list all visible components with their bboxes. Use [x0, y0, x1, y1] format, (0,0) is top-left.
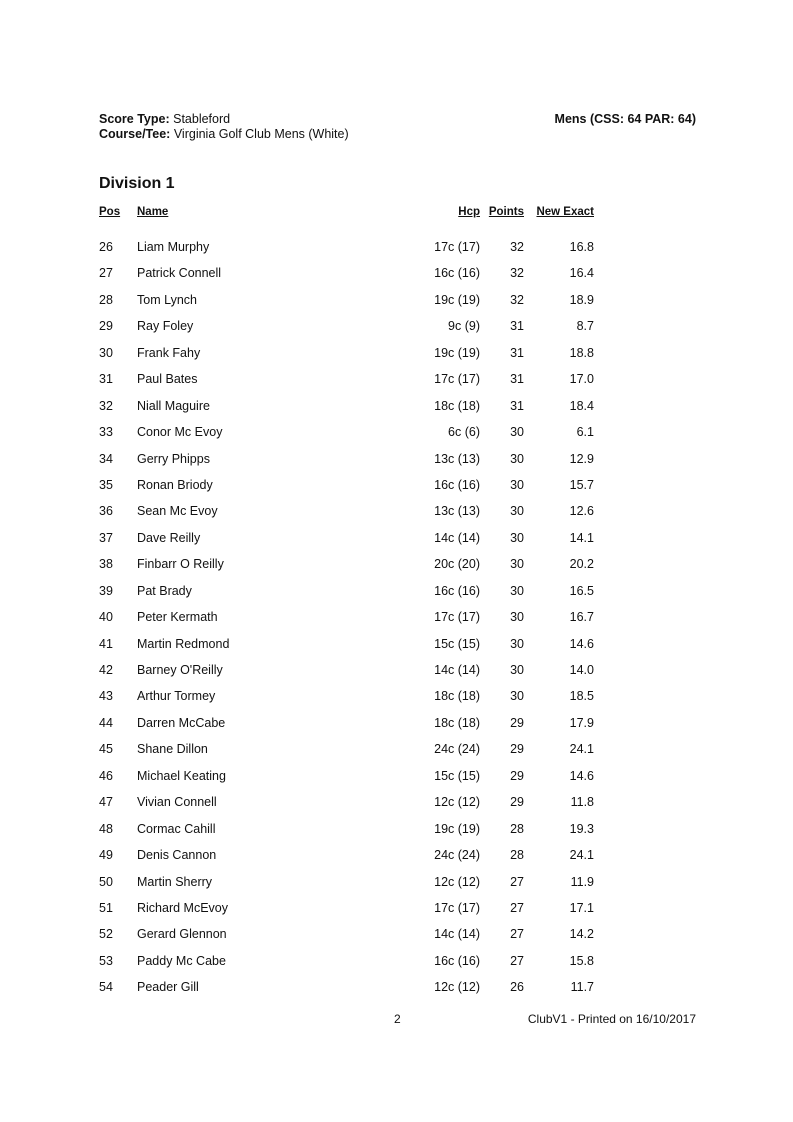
cell-name: Shane Dillon	[137, 742, 208, 757]
cell-points: 30	[510, 530, 524, 545]
cell-pos: 43	[99, 689, 113, 704]
cell-points: 29	[510, 742, 524, 757]
cell-pos: 40	[99, 610, 113, 625]
cell-new-exact: 18.5	[569, 689, 594, 704]
cell-new-exact: 18.8	[569, 345, 594, 360]
cell-points: 30	[510, 557, 524, 572]
table-row	[99, 849, 599, 889]
cell-hcp: 18c (18)	[434, 715, 480, 730]
cell-name: Michael Keating	[137, 768, 226, 783]
col-header-name: Name	[137, 206, 169, 218]
cell-points: 32	[510, 292, 524, 307]
cell-pos: 32	[99, 398, 113, 413]
cell-points: 27	[510, 874, 524, 889]
cell-new-exact: 16.7	[569, 610, 594, 625]
cell-name: Martin Redmond	[137, 636, 230, 651]
cell-points: 31	[510, 319, 524, 334]
cell-name: Peter Kermath	[137, 610, 218, 625]
cell-new-exact: 11.9	[570, 874, 594, 889]
table-row	[99, 875, 599, 915]
results-table	[99, 206, 599, 993]
table-row	[99, 293, 599, 334]
cell-pos: 51	[99, 900, 113, 915]
cell-pos: 52	[99, 927, 113, 942]
cell-new-exact: 14.6	[569, 636, 594, 651]
table-row	[99, 796, 599, 836]
cell-hcp: 18c (18)	[434, 398, 480, 413]
cell-pos: 54	[99, 980, 113, 995]
table-row	[99, 531, 599, 572]
cell-points: 27	[510, 953, 524, 968]
cell-new-exact: 18.9	[569, 292, 594, 307]
table-row	[99, 478, 599, 519]
cell-hcp: 16c (16)	[434, 266, 480, 281]
cell-name: Richard McEvoy	[137, 900, 228, 915]
cell-new-exact: 14.1	[569, 530, 594, 545]
cell-name: Dave Reilly	[137, 530, 201, 545]
cell-pos: 44	[99, 715, 113, 730]
cell-pos: 36	[99, 504, 113, 519]
cell-new-exact: 12.6	[569, 504, 594, 519]
cell-new-exact: 17.9	[569, 715, 594, 730]
cell-hcp: 15c (15)	[434, 768, 480, 783]
cell-points: 31	[510, 372, 524, 387]
cell-name: Conor Mc Evoy	[137, 425, 223, 440]
cell-points: 29	[510, 715, 524, 730]
table-row	[99, 373, 599, 413]
cell-pos: 41	[99, 636, 113, 651]
cell-hcp: 19c (19)	[434, 292, 480, 307]
table-row	[99, 822, 599, 863]
cell-pos: 53	[99, 953, 113, 968]
cell-hcp: 14c (14)	[434, 663, 480, 677]
course-line	[99, 127, 349, 142]
table-row	[99, 426, 599, 466]
cell-points: 30	[510, 610, 524, 625]
table-row	[99, 716, 599, 757]
table-row	[99, 954, 599, 995]
cell-pos: 47	[99, 795, 113, 810]
cell-pos: 34	[99, 451, 113, 466]
cell-name: Tom Lynch	[137, 292, 197, 307]
table-row	[99, 690, 599, 730]
cell-name: Ray Foley	[137, 319, 194, 334]
table-row	[99, 452, 599, 492]
cell-hcp: 13c (13)	[434, 504, 480, 519]
cell-pos: 49	[99, 848, 113, 863]
cell-hcp: 9c (9)	[448, 319, 480, 334]
cell-pos: 38	[99, 557, 113, 572]
printed-info: ClubV1 - Printed on 16/10/2017	[527, 1012, 696, 1026]
cell-new-exact: 19.3	[569, 821, 594, 836]
table-row	[99, 505, 599, 545]
cell-new-exact: 14.0	[569, 663, 594, 677]
cell-points: 29	[510, 768, 524, 783]
cell-points: 30	[510, 583, 524, 598]
col-header-points: Points	[488, 206, 524, 218]
cell-name: Martin Sherry	[137, 874, 213, 889]
cell-new-exact: 16.4	[569, 266, 594, 281]
table-row	[99, 558, 599, 598]
cell-pos: 28	[99, 292, 113, 307]
col-header-hcp: Hcp	[458, 206, 480, 218]
table-row	[99, 743, 599, 783]
competition-info: Mens (CSS: 64 PAR: 64)	[554, 112, 696, 126]
cell-hcp: 12c (12)	[434, 795, 480, 810]
table-row	[99, 611, 599, 651]
course-value: Virginia Golf Club Mens (White)	[173, 127, 349, 141]
cell-hcp: 17c (17)	[434, 240, 480, 254]
cell-new-exact: 18.4	[569, 398, 594, 413]
cell-points: 27	[510, 900, 524, 915]
cell-points: 29	[510, 795, 524, 810]
cell-pos: 33	[99, 425, 113, 440]
cell-pos: 45	[99, 742, 113, 757]
cell-points: 30	[510, 425, 524, 440]
cell-pos: 27	[99, 266, 113, 281]
table-row	[99, 240, 599, 281]
cell-pos: 50	[99, 874, 113, 889]
cell-new-exact: 6.1	[576, 425, 594, 440]
cell-pos: 42	[99, 663, 113, 677]
cell-name: Paddy Mc Cabe	[137, 953, 226, 968]
cell-new-exact: 14.6	[569, 768, 594, 783]
cell-hcp: 17c (17)	[434, 900, 480, 915]
cell-pos: 46	[99, 768, 113, 783]
cell-new-exact: 17.1	[569, 900, 594, 915]
cell-points: 32	[510, 266, 524, 281]
cell-name: Darren McCabe	[137, 715, 226, 730]
cell-new-exact: 15.8	[569, 953, 594, 968]
cell-new-exact: 17.0	[569, 372, 594, 387]
cell-pos: 26	[99, 240, 113, 254]
cell-name: Gerry Phipps	[137, 451, 210, 466]
table-row	[99, 928, 599, 968]
cell-name: Peader Gill	[137, 980, 199, 995]
table-row	[99, 769, 599, 810]
course-label: Course/Tee:	[99, 127, 171, 141]
cell-new-exact: 20.2	[569, 557, 594, 572]
cell-points: 30	[510, 689, 524, 704]
division-title: Division 1	[99, 175, 175, 192]
cell-new-exact: 14.2	[569, 927, 594, 942]
score-type-value: Stableford	[173, 112, 231, 126]
cell-hcp: 17c (17)	[434, 610, 480, 625]
cell-hcp: 6c (6)	[448, 425, 480, 440]
cell-hcp: 18c (18)	[434, 689, 480, 704]
table-row	[99, 584, 599, 625]
cell-new-exact: 8.7	[576, 319, 594, 334]
cell-hcp: 20c (20)	[434, 557, 480, 572]
cell-name: Gerard Glennon	[137, 927, 227, 942]
cell-new-exact: 15.7	[569, 477, 594, 492]
cell-points: 26	[510, 980, 524, 995]
table-body	[99, 214, 599, 995]
cell-name: Liam Murphy	[137, 240, 210, 254]
table-row	[99, 399, 599, 440]
cell-points: 30	[510, 477, 524, 492]
cell-name: Vivian Connell	[137, 795, 217, 810]
table-row	[99, 267, 599, 307]
cell-new-exact: 16.5	[569, 583, 594, 598]
score-type-label: Score Type:	[99, 112, 170, 126]
cell-hcp: 16c (16)	[434, 953, 480, 968]
cell-name: Finbarr O Reilly	[137, 557, 224, 572]
cell-name: Arthur Tormey	[137, 689, 216, 704]
cell-points: 27	[510, 927, 524, 942]
cell-points: 31	[510, 345, 524, 360]
table-row	[99, 320, 599, 360]
cell-points: 30	[510, 504, 524, 519]
cell-new-exact: 24.1	[569, 848, 594, 863]
cell-name: Frank Fahy	[137, 345, 201, 360]
cell-name: Niall Maguire	[137, 398, 210, 413]
cell-pos: 31	[99, 372, 113, 387]
col-header-new-exact: New Exact	[536, 206, 594, 218]
cell-pos: 35	[99, 477, 113, 492]
cell-pos: 48	[99, 821, 113, 836]
cell-name: Patrick Connell	[137, 266, 222, 281]
cell-name: Denis Cannon	[137, 848, 217, 863]
cell-hcp: 16c (16)	[434, 477, 480, 492]
col-header-pos: Pos	[99, 206, 121, 218]
table-row	[99, 214, 599, 254]
cell-hcp: 16c (16)	[434, 583, 480, 598]
cell-name: Barney O'Reilly	[137, 663, 223, 677]
cell-hcp: 12c (12)	[434, 980, 480, 995]
table-row	[99, 346, 599, 387]
cell-pos: 39	[99, 583, 113, 598]
cell-points: 28	[510, 848, 524, 863]
cell-hcp: 24c (24)	[434, 742, 480, 757]
cell-hcp: 17c (17)	[434, 372, 480, 387]
page-number: 2	[394, 1012, 401, 1026]
score-type-line	[99, 112, 349, 127]
cell-points: 30	[510, 451, 524, 466]
cell-name: Pat Brady	[137, 583, 192, 598]
cell-hcp: 13c (13)	[434, 451, 480, 466]
score-info	[99, 112, 349, 142]
cell-new-exact: 12.9	[569, 451, 594, 466]
table-row	[99, 901, 599, 942]
cell-hcp: 19c (19)	[434, 821, 480, 836]
cell-new-exact: 16.8	[569, 240, 594, 254]
cell-hcp: 12c (12)	[434, 874, 480, 889]
cell-points: 32	[510, 240, 524, 254]
cell-new-exact: 24.1	[569, 742, 594, 757]
cell-hcp: 24c (24)	[434, 848, 480, 863]
cell-points: 31	[510, 398, 524, 413]
cell-hcp: 14c (14)	[434, 530, 480, 545]
cell-pos: 29	[99, 319, 113, 334]
table-row	[99, 663, 599, 704]
cell-hcp: 15c (15)	[434, 636, 480, 651]
cell-new-exact: 11.7	[570, 980, 594, 995]
table-row	[99, 637, 599, 677]
cell-points: 30	[510, 636, 524, 651]
cell-hcp: 14c (14)	[434, 927, 480, 942]
cell-new-exact: 11.8	[570, 795, 594, 810]
cell-pos: 37	[99, 530, 113, 545]
cell-name: Cormac Cahill	[137, 821, 216, 836]
cell-name: Ronan Briody	[137, 477, 213, 492]
cell-hcp: 19c (19)	[434, 345, 480, 360]
cell-points: 30	[510, 663, 524, 677]
cell-pos: 30	[99, 345, 113, 360]
cell-name: Sean Mc Evoy	[137, 504, 218, 519]
cell-name: Paul Bates	[137, 372, 198, 387]
cell-points: 28	[510, 821, 524, 836]
